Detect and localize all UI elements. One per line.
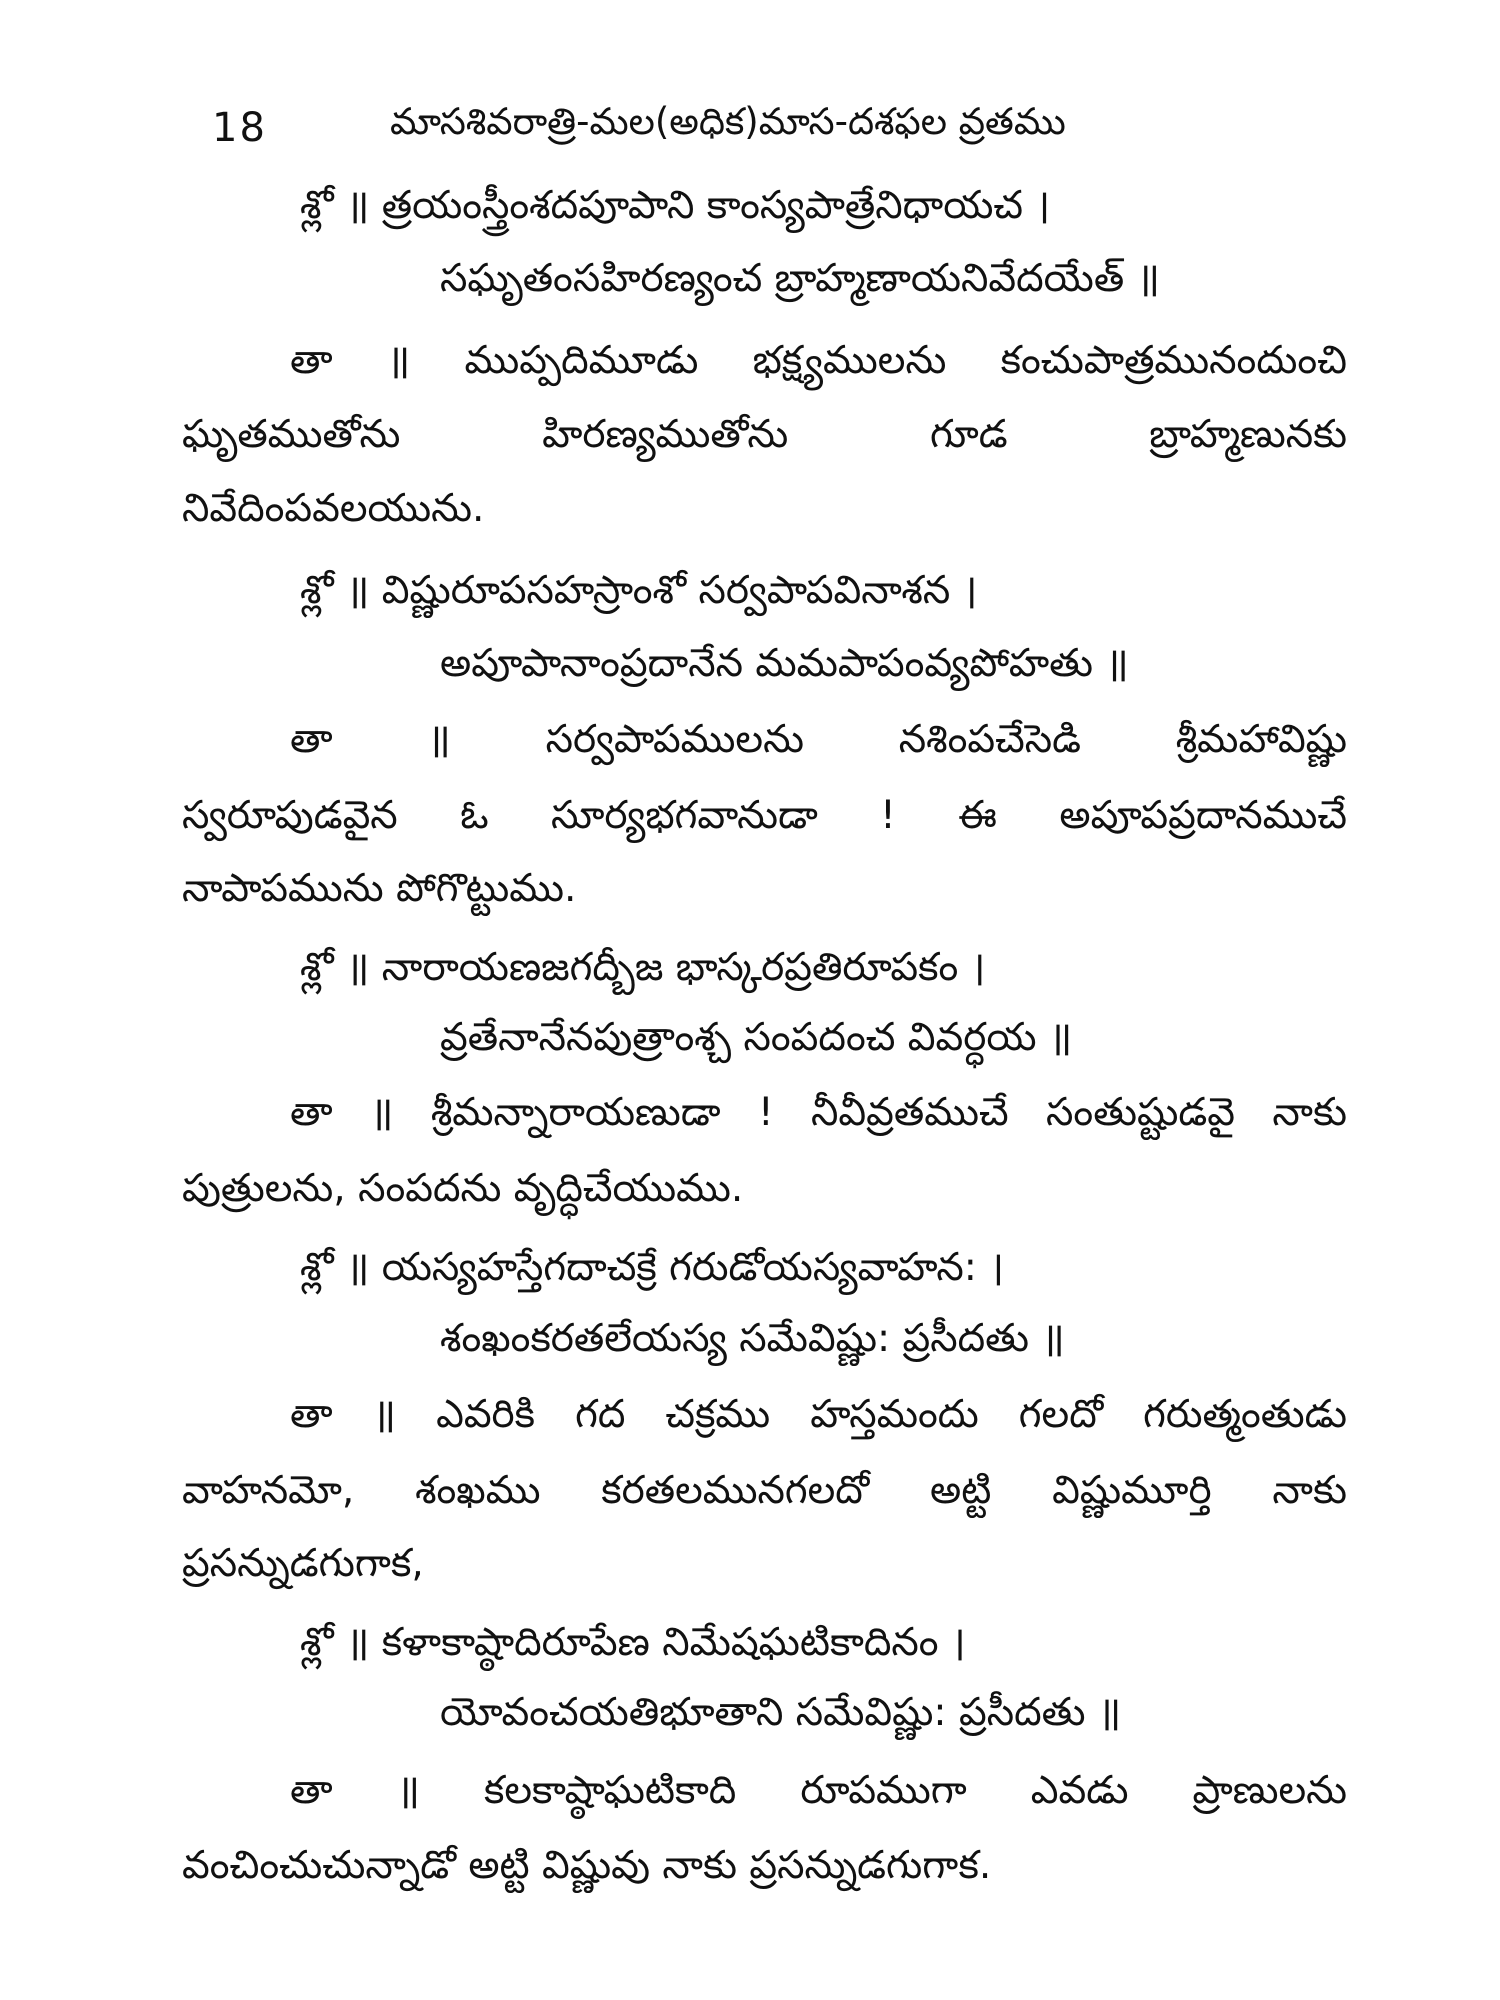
page-number: 18 [212, 105, 267, 151]
sloka-line: అపూపానాంప్రదానేన మమపాపంవ్యపోహతు ॥ [440, 641, 1129, 686]
sloka-line: శ్లో ॥ కళాకాష్ఠాదిరూపేణ నిమేషఘటికాదినం । [300, 1620, 966, 1665]
tatparya-line: వాహనమో, శంఖము కరతలమునగలదో అట్టి విష్ణుమూర్తి నాకు [182, 1468, 1347, 1513]
sloka-line: శ్లో ॥ నారాయణజగద్బీజ భాస్కరప్రతిరూపకం । [300, 945, 986, 990]
tatparya-line: ప్రసన్నుడగుగాక, [182, 1541, 424, 1586]
tatparya-line: స్వరూపుడవైన ఓ సూర్యభగవానుడా ! ఈ అపూపప్రదానముచే [182, 793, 1347, 838]
sloka-line: యోవంచయతిభూతాని సమేవిష్ణు: ప్రసీదతు ॥ [440, 1690, 1122, 1735]
tatparya-line: తా ॥ కలకాష్ఠాఘటికాది రూపముగా ఎవడు ప్రాణులను [290, 1768, 1347, 1813]
sloka-line: సఘృతంసహిరణ్యంచ బ్రాహ్మణాయనివేదయేత్ ॥ [440, 256, 1160, 301]
tatparya-line: తా ॥ శ్రీమన్నారాయణుడా ! నీవీవ్రతముచే సంతుష్టుడవై నాకు [290, 1090, 1347, 1135]
sloka-line: శ్లో ॥ యస్యహస్తేగదాచక్రే గరుడోయస్యవాహన: । [300, 1245, 1005, 1290]
sloka-line: శ్లో ॥ విష్ణురూపసహస్రాంశో సర్వపాపవినాశన । [300, 568, 978, 613]
running-header: మాసశివరాత్రి-మల(అధిక)మాస-దశఫల వ్రతము [390, 100, 1066, 143]
tatparya-line: నివేదింపవలయును. [182, 486, 485, 531]
sloka-line: వ్రతేనానేనపుత్రాంశ్చ సంపదంచ వివర్ధయ ॥ [440, 1015, 1073, 1060]
tatparya-line: వంచించుచున్నాడో అట్టి విష్ణువు నాకు ప్రసన్నుడగుగాక. [182, 1843, 992, 1888]
sloka-line: శ్లో ॥ త్రయంస్త్రీంశదపూపాని కాంస్యపాత్రేనిధాయచ । [300, 183, 1051, 228]
tatparya-line: ఘృతముతోను హిరణ్యముతోను గూడ బ్రాహ్మణునకు [182, 412, 1347, 457]
tatparya-line: నాపాపమును పోగొట్టుము. [182, 866, 577, 911]
tatparya-line: తా ॥ సర్వపాపములను నశింపచేసెడి శ్రీమహావిష్ణు [290, 717, 1347, 762]
tatparya-line: పుత్రులను, సంపదను వృద్ధిచేయుము. [182, 1166, 744, 1211]
tatparya-line: తా ॥ ముప్పదిమూడు భక్ష్యములను కంచుపాత్రమునందుంచి [290, 338, 1347, 383]
sloka-line: శంఖంకరతలేయస్య సమేవిష్ణు: ప్రసీదతు ॥ [440, 1316, 1065, 1361]
tatparya-line: తా ॥ ఎవరికి గద చక్రము హస్తమందు గలదో గరుత్మంతుడు [290, 1392, 1347, 1437]
